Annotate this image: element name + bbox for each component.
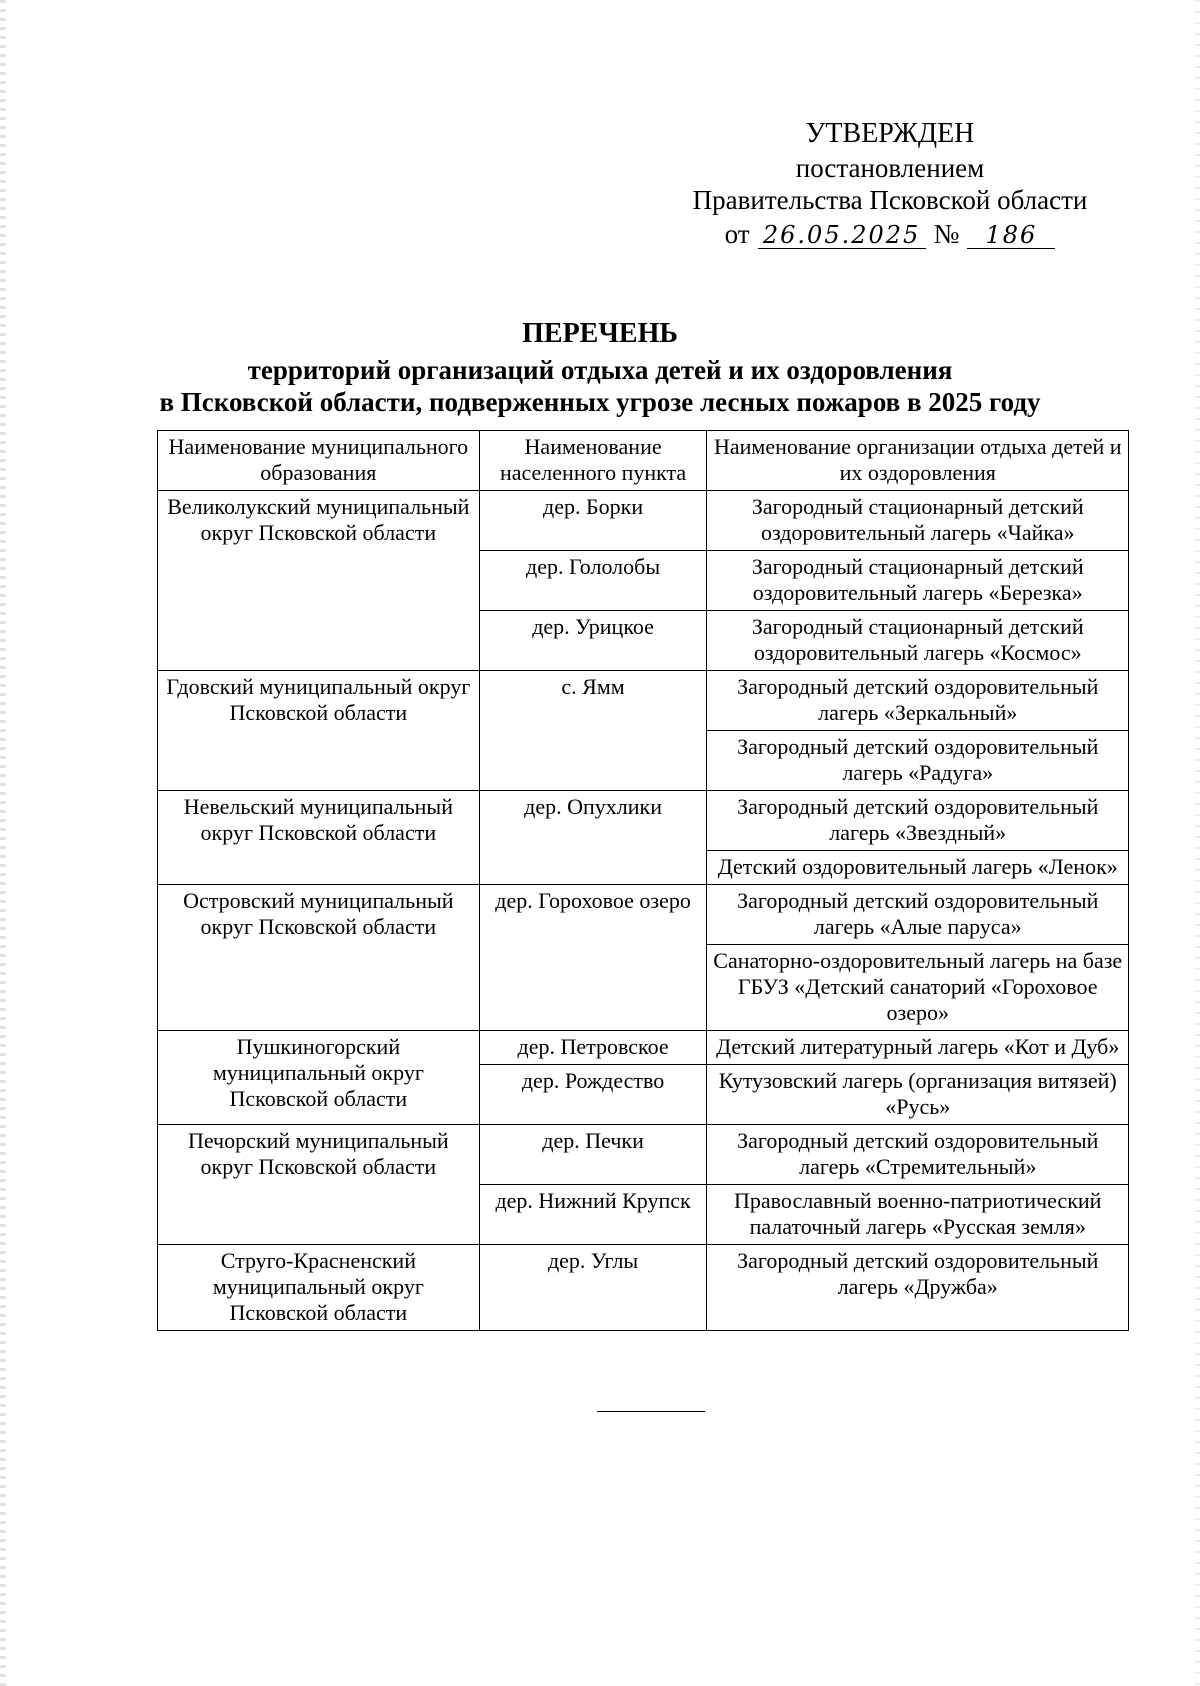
municipality-cell: Невельский муниципальный округ Псковской области <box>158 791 480 885</box>
municipality-cell: Печорский муниципальный округ Псковской области <box>158 1125 480 1245</box>
handwritten-date: 26.05.2025 <box>758 222 926 249</box>
handwritten-number: 186 <box>967 222 1055 249</box>
settlement-cell: дер. Опухлики <box>479 791 707 885</box>
settlement-cell: дер. Углы <box>479 1245 707 1331</box>
table-row <box>158 1245 1129 1331</box>
organization-cell: Кутузовский лагерь (организация витязей) «Русь» <box>707 1065 1129 1125</box>
organization-cell: Православный военно-патриотический палаточный лагерь «Русская земля» <box>707 1185 1129 1245</box>
header-organization: Наименование организации отдыха детей и их оздоровления <box>707 431 1129 491</box>
settlement-cell: дер. Урицкое <box>479 611 707 671</box>
organization-cell: Детский литературный лагерь «Кот и Дуб» <box>707 1031 1129 1065</box>
table-header-row <box>158 431 1129 491</box>
organization-cell: Загородный стационарный детский оздоровительный лагерь «Чайка» <box>707 491 1129 551</box>
table-row <box>158 671 1129 731</box>
document-title <box>120 318 1080 418</box>
municipality-cell: Великолукский муниципальный округ Псковской области <box>158 491 480 671</box>
organization-cell: Загородный детский оздоровительный лагерь «Алые паруса» <box>707 885 1129 945</box>
municipality-cell: Струго-Красненский муниципальный округ Псковской области <box>158 1245 480 1331</box>
municipality-cell: Пушкиногорский муниципальный округ Псковской области <box>158 1031 480 1125</box>
approval-line-2: Правительства Псковской области <box>692 185 1088 215</box>
organization-cell: Детский оздоровительный лагерь «Ленок» <box>707 851 1129 885</box>
organization-cell: Загородный детский оздоровительный лагерь «Зеркальный» <box>707 671 1129 731</box>
organization-cell: Загородный детский оздоровительный лагерь «Дружба» <box>707 1245 1129 1331</box>
organization-cell: Загородный детский оздоровительный лагерь «Звездный» <box>707 791 1129 851</box>
municipality-cell: Гдовский муниципальный округ Псковской области <box>158 671 480 791</box>
settlement-cell: дер. Петровское <box>479 1031 707 1065</box>
camps-table <box>157 430 1129 1331</box>
settlement-cell: дер. Печки <box>479 1125 707 1185</box>
approval-line-1: постановлением <box>795 153 985 183</box>
settlement-cell: с. Ямм <box>479 671 707 791</box>
organization-cell: Санаторно-оздоровительный лагерь на базе ГБУЗ «Детский санаторий «Гороховое озеро» <box>707 945 1129 1031</box>
organization-cell: Загородный детский оздоровительный лагерь «Стремительный» <box>707 1125 1129 1185</box>
approval-stamp-block <box>670 118 1110 250</box>
table-row <box>158 791 1129 851</box>
organization-cell: Загородный стационарный детский оздоровительный лагерь «Березка» <box>707 551 1129 611</box>
settlement-cell: дер. Нижний Крупск <box>479 1185 707 1245</box>
header-municipality: Наименование муниципального образования <box>158 431 480 491</box>
title-line-2: территорий организаций отдыха детей и их оздоровления <box>247 355 953 385</box>
scan-edge-left <box>0 0 6 1686</box>
approval-date-line <box>670 218 1110 250</box>
table-row <box>158 1125 1129 1185</box>
municipality-cell: Островский муниципальный округ Псковской области <box>158 885 480 1031</box>
organization-cell: Загородный детский оздоровительный лагерь «Радуга» <box>707 731 1129 791</box>
header-settlement: Наименование населенного пункта <box>479 431 707 491</box>
end-of-document-line <box>597 1411 705 1412</box>
settlement-cell: дер. Гололобы <box>479 551 707 611</box>
number-sign: № <box>933 219 960 249</box>
settlement-cell: дер. Рождество <box>479 1065 707 1125</box>
table-row <box>158 1031 1129 1065</box>
table-row <box>158 885 1129 945</box>
settlement-cell: дер. Борки <box>479 491 707 551</box>
scan-edge-right <box>1195 0 1200 1686</box>
organization-cell: Загородный стационарный детский оздоровительный лагерь «Космос» <box>707 611 1129 671</box>
table-row <box>158 491 1129 551</box>
title-line-3: в Псковской области, подверженных угрозе лесных пожаров в 2025 году <box>159 387 1041 417</box>
date-prefix: от <box>724 219 750 249</box>
settlement-cell: дер. Гороховое озеро <box>479 885 707 1031</box>
approval-heading: УТВЕРЖДЕН <box>805 118 975 149</box>
title-line-1: ПЕРЕЧЕНЬ <box>522 318 678 349</box>
